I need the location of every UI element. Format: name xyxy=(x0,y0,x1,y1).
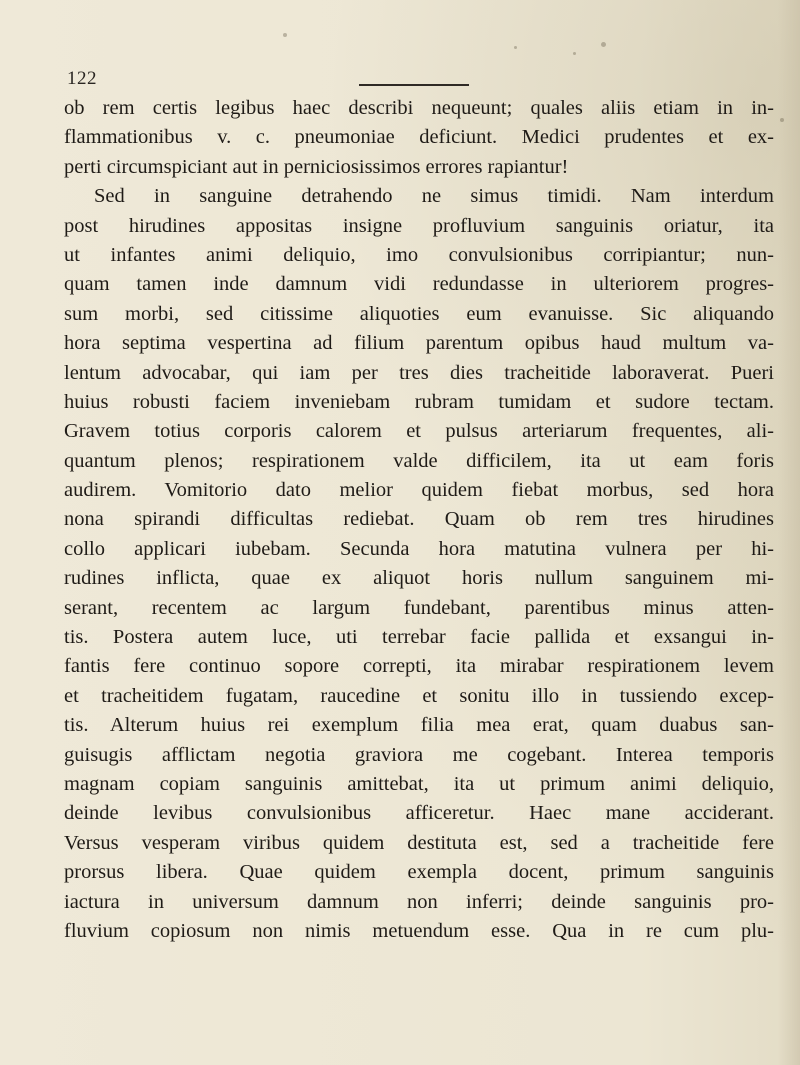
text-line: post hirudines appositas insigne profluvium sanguinis oriatur, ita xyxy=(64,214,774,237)
text-line: quantum plenos; respirationem valde difficilem, ita ut eam foris xyxy=(64,449,774,472)
text-line: sum morbi, sed citissime aliquoties eum evanuisse. Sic aliquando xyxy=(64,302,774,325)
paper-speck xyxy=(514,46,517,49)
text-line: iactura in universum damnum non inferri; deinde sanguinis pro- xyxy=(64,890,774,913)
text-line: nona spirandi difficultas rediebat. Quam ob rem tres hirudines xyxy=(64,508,774,531)
page-number: 122 xyxy=(67,68,97,89)
paper-speck xyxy=(283,33,287,37)
text-line: rudines inflicta, quae ex aliquot horis nullum sanguinem mi- xyxy=(64,567,774,590)
text-line: Gravem totius corporis calorem et pulsus arteriarum frequentes, ali- xyxy=(64,420,774,443)
text-line: lentum advocabar, qui iam per tres dies tracheitide laboraverat. Pueri xyxy=(64,361,774,384)
text-line: serant, recentem ac largum fundebant, parentibus minus atten- xyxy=(64,596,774,619)
text-line: hora septima vespertina ad filium parentum opibus haud multum va- xyxy=(64,332,774,355)
text-line: guisugis afflictam negotia graviora me cogebant. Interea temporis xyxy=(64,743,774,766)
page-edge-shading xyxy=(778,0,800,1065)
text-line: magnam copiam sanguinis amittebat, ita ut primum animi deliquio, xyxy=(64,772,774,795)
text-line: flammationibus v. c. pneumoniae deficiunt. Medici prudentes et ex- xyxy=(64,126,774,149)
text-line: Sed in sanguine detrahendo ne simus timidi. Nam interdum xyxy=(94,185,774,208)
text-line: collo applicari iubebam. Secunda hora matutina vulnera per hi- xyxy=(64,537,774,560)
body-text xyxy=(64,94,774,946)
text-line: quam tamen inde damnum vidi redundasse in ulteriorem progres- xyxy=(64,273,774,296)
text-line: fantis fere continuo sopore correpti, ita mirabar respirationem levem xyxy=(64,655,774,678)
text-line: Versus vesperam viribus quidem destituta est, sed a tracheitide fere xyxy=(64,831,774,854)
text-line: deinde levibus convulsionibus afficeretur. Haec mane acciderant. xyxy=(64,802,774,825)
text-line: huius robusti faciem inveniebam rubram tumidam et sudore tectam. xyxy=(64,390,774,413)
text-line: prorsus libera. Quae quidem exempla docent, primum sanguinis xyxy=(64,861,774,884)
text-line: et tracheitidem fugatam, raucedine et sonitu illo in tussiendo excep- xyxy=(64,684,774,707)
text-line: ut infantes animi deliquio, imo convulsionibus corripiantur; nun- xyxy=(64,243,774,266)
text-line: audirem. Vomitorio dato melior quidem fiebat morbus, sed hora xyxy=(64,479,774,502)
text-line: tis. Postera autem luce, uti terrebar facie pallida et exsangui in- xyxy=(64,626,774,649)
header-rule xyxy=(359,84,469,86)
paper-speck xyxy=(573,52,576,55)
text-line: perti circumspiciant aut in perniciosissimos errores rapiantur! xyxy=(64,155,569,178)
paper-speck xyxy=(780,118,784,122)
text-line: fluvium copiosum non nimis metuendum esse. Qua in re cum plu- xyxy=(64,919,774,942)
text-line: ob rem certis legibus haec describi nequeunt; quales aliis etiam in in- xyxy=(64,97,774,119)
paper-speck xyxy=(601,42,606,47)
text-line: tis. Alterum huius rei exemplum filia mea erat, quam duabus san- xyxy=(64,714,774,737)
